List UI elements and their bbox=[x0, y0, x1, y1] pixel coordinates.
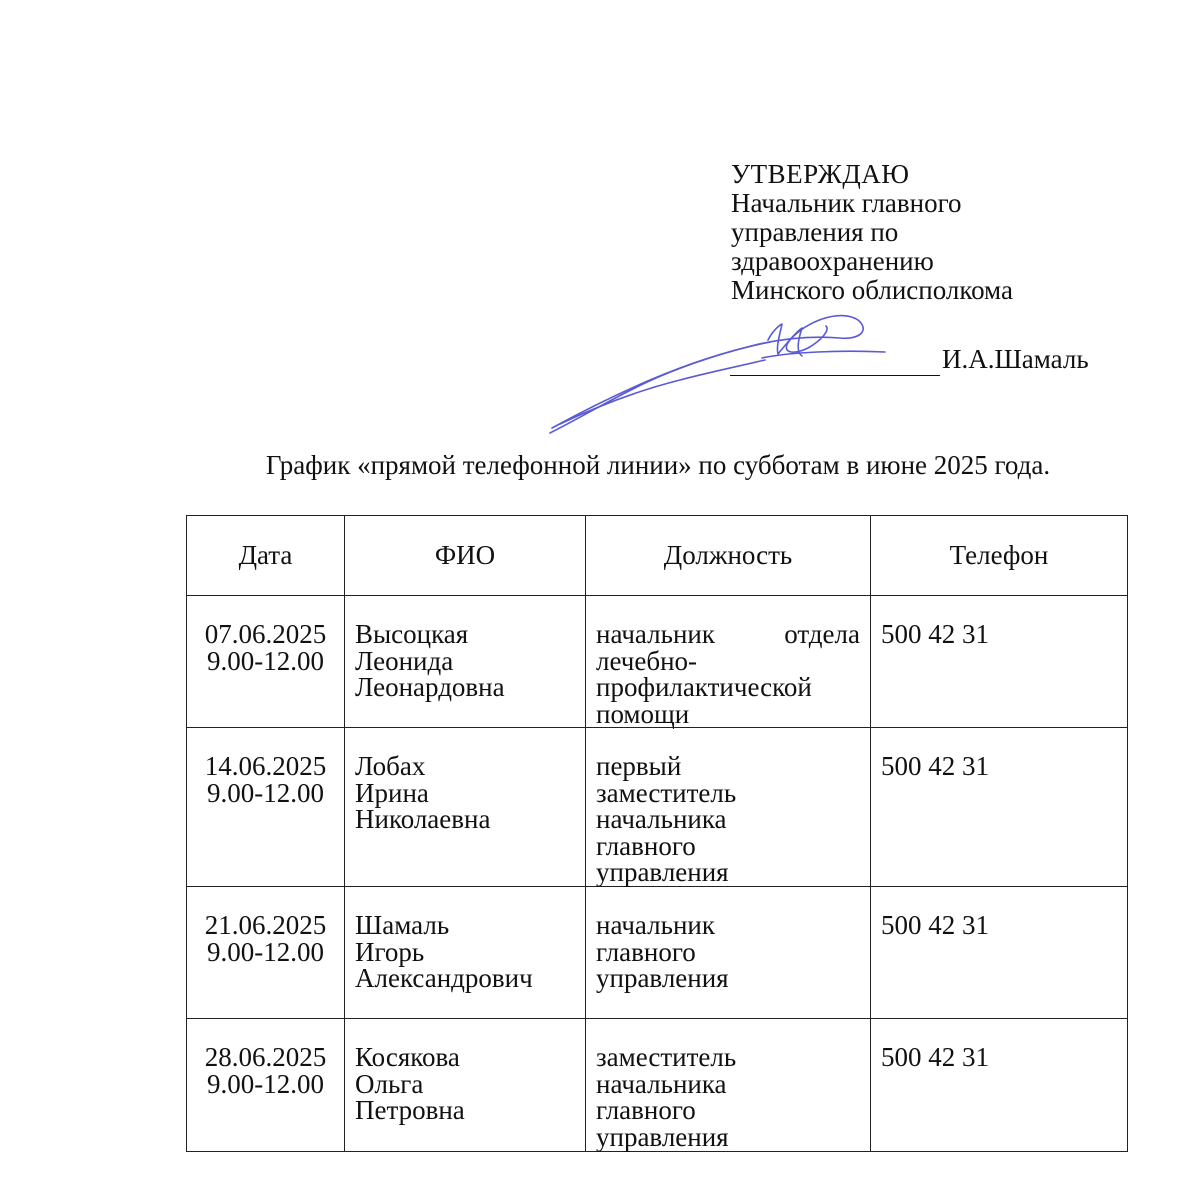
signature-underline bbox=[730, 375, 940, 376]
schedule-table bbox=[186, 515, 1128, 1152]
position-cell bbox=[586, 596, 871, 728]
table-row bbox=[187, 728, 1128, 887]
patronymic: Николаевна bbox=[355, 804, 491, 834]
position-line: лечебно- bbox=[596, 645, 698, 676]
surname: Шамаль bbox=[355, 910, 450, 940]
phone-value: 500 42 31 bbox=[881, 751, 989, 781]
time-value: 9.00-12.00 bbox=[207, 1068, 324, 1099]
phone-value: 500 42 31 bbox=[881, 910, 989, 940]
position-line: первый bbox=[596, 751, 682, 781]
phone-cell bbox=[871, 596, 1128, 728]
phone-value: 500 42 31 bbox=[881, 1042, 989, 1072]
patronymic: Александрович bbox=[355, 963, 533, 993]
first-name: Ольга bbox=[355, 1068, 424, 1099]
position-line: управления bbox=[596, 857, 729, 887]
phone-value: 500 42 31 bbox=[881, 619, 989, 649]
position-line: главного bbox=[596, 936, 696, 967]
date-value: 21.06.2025 bbox=[204, 910, 327, 940]
position-cell bbox=[586, 1019, 871, 1152]
approval-line: Начальник главного bbox=[731, 188, 962, 218]
patronymic: Леонардовна bbox=[355, 672, 505, 702]
position-line: главного bbox=[596, 1095, 696, 1125]
position-line: управления bbox=[596, 963, 729, 993]
approval-line: здравоохранению bbox=[731, 246, 934, 276]
table-row bbox=[187, 596, 1128, 728]
date-cell bbox=[187, 887, 345, 1019]
name-cell bbox=[345, 596, 586, 728]
position-cell bbox=[586, 728, 871, 887]
approval-title: УТВЕРЖДАЮ bbox=[731, 159, 910, 189]
phone-cell bbox=[871, 1019, 1128, 1152]
signatory-name: И.А.Шамаль bbox=[942, 344, 1089, 374]
position-line: профилактической bbox=[596, 672, 812, 702]
name-cell bbox=[345, 1019, 586, 1152]
surname: Косякова bbox=[355, 1042, 460, 1072]
position-line: заместитель bbox=[596, 1042, 737, 1072]
approval-line: управления по bbox=[731, 217, 899, 247]
date-value: 07.06.2025 bbox=[204, 619, 327, 649]
header-phone: Телефон bbox=[871, 516, 1128, 596]
table-row bbox=[187, 887, 1128, 1019]
date-value: 28.06.2025 bbox=[204, 1042, 327, 1072]
table-header-row bbox=[187, 516, 1128, 596]
position-line: начальника bbox=[596, 1068, 727, 1099]
approval-block bbox=[731, 160, 1151, 305]
time-value: 9.00-12.00 bbox=[207, 645, 324, 676]
position-word: начальник bbox=[596, 619, 715, 649]
phone-cell bbox=[871, 728, 1128, 887]
date-cell bbox=[187, 596, 345, 728]
date-value: 14.06.2025 bbox=[204, 751, 327, 781]
approval-line: Минского облисполкома bbox=[731, 275, 1013, 305]
position-line: заместитель bbox=[596, 777, 737, 808]
name-cell bbox=[345, 728, 586, 887]
position-line: начальник bbox=[596, 910, 715, 940]
position-line: начальника bbox=[596, 804, 727, 834]
first-name: Ирина bbox=[355, 777, 429, 808]
surname: Высоцкая bbox=[355, 619, 469, 649]
position-line: помощи bbox=[596, 698, 690, 729]
date-cell bbox=[187, 1019, 345, 1152]
time-value: 9.00-12.00 bbox=[207, 936, 324, 967]
header-position: Должность bbox=[586, 516, 871, 596]
time-value: 9.00-12.00 bbox=[207, 777, 324, 808]
position-cell bbox=[586, 887, 871, 1019]
position-line: управления bbox=[596, 1121, 729, 1152]
phone-cell bbox=[871, 887, 1128, 1019]
first-name: Игорь bbox=[355, 936, 425, 967]
date-cell bbox=[187, 728, 345, 887]
position-line: главного bbox=[596, 830, 696, 861]
first-name: Леонида bbox=[355, 645, 454, 676]
position-line bbox=[596, 621, 860, 648]
signature-line bbox=[730, 344, 1160, 384]
position-word: отдела bbox=[784, 619, 860, 649]
name-cell bbox=[345, 887, 586, 1019]
table-row bbox=[187, 1019, 1128, 1152]
document-title: График «прямой телефонной линии» по субботам в июне 2025 года. bbox=[265, 450, 1051, 480]
header-date: Дата bbox=[187, 516, 345, 596]
surname: Лобах bbox=[355, 751, 426, 781]
header-name: ФИО bbox=[345, 516, 586, 596]
patronymic: Петровна bbox=[355, 1095, 465, 1125]
